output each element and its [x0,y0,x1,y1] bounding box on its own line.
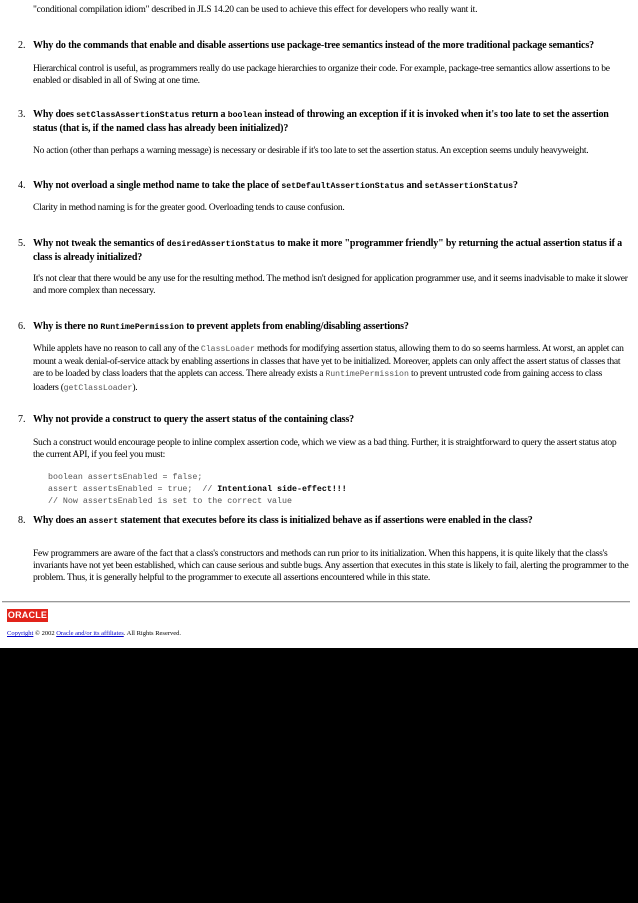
method-name: getClassLoader [63,383,133,393]
affiliates-link[interactable]: Oracle and/or its affiliates [56,630,124,637]
class-name: RuntimePermission [100,323,184,332]
question: Why does an assert statement that executes before its class is initialized behave as if assertions were enabled in the class? [33,515,533,526]
item-number: 2. [18,40,26,51]
answer: It's not clear that there would be any use for the resulting method. The method isn't designed for application programmer use, and it seems inadvisable to make it slower and more complex than necessary. [33,273,628,297]
method-name: setClassAssertionStatus [76,111,190,120]
method-name: setDefaultAssertionStatus [281,182,405,191]
item-number: 7. [18,414,26,425]
answer: Such a construct would encourage people to inline complex assertion code, which we view as a bad thing. Further, it is straightforward to query the assert status atop the current API, if you feel you must: [33,437,617,461]
answer: No action (other than perhaps a warning message) is necessary or desirable if it's too late to set the assertion status. An exception seems unduly heavyweight. [33,145,589,156]
class-name: RuntimePermission [325,370,409,380]
intro-text: "conditional compilation idiom" described in JLS 14.20 can be used to achieve this effect for developers who really want it. [33,4,478,15]
method-name: setAssertionStatus [424,182,514,191]
footer-divider [2,601,630,603]
type-name: boolean [227,111,263,120]
code-line: boolean assertsEnabled = false; [48,473,203,482]
question: Why does setClassAssertionStatus return a boolean instead of throwing an exception if it is invoked when it's too late to set the assertion status (that is, if the named class has already been initialized)? [33,109,609,134]
code-line: assert assertsEnabled = true; // [48,485,218,494]
question: Why not tweak the semantics of desiredAssertionStatus to make it more "programmer friendly" by returning the actual assertion status if a class is already initialized? [33,238,622,263]
code-line: // Now assertsEnabled is set to the correct value [48,497,292,506]
copyright-notice: Copyright © 2002 Oracle and/or its affiliates. All Rights Reserved. [7,630,181,637]
code-comment: Intentional side-effect!!! [217,485,347,494]
question: Why not provide a construct to query the assert status of the containing class? [33,414,355,425]
code-example [48,472,347,508]
item-number: 8. [18,515,26,526]
item-number: 5. [18,238,26,249]
copyright-link[interactable]: Copyright [7,630,34,637]
question: Why do the commands that enable and disable assertions use package-tree semantics instead of the more traditional package semantics? [33,40,594,51]
answer: While applets have no reason to call any of the ClassLoader methods for modifying assertion status, allowing them to do so seems harmless. At worst, an applet can mount a weak denial-of-service attack by enabling assertions in classes that have yet to be initialized. Moreover, applets can only affect the assert status of classes that are to be loaded by class loaders that the applets can access. There already exists a RuntimePermission to prevent untrusted code from gaining access to class loaders (getClassLoader). [33,343,624,393]
answer: Hierarchical control is useful, as programmers really do use package hierarchies to organize their code. For example, package-tree semantics allow assertions to be enabled or disabled in all of Swing at one time. [33,63,610,87]
class-name: ClassLoader [200,345,255,354]
question: Why not overload a single method name to take the place of setDefaultAssertionStatus and setAssertionStatus? [33,180,518,191]
item-number: 6. [18,321,26,332]
item-number: 4. [18,180,26,191]
answer: Clarity in method naming is for the greater good. Overloading tends to cause confusion. [33,202,345,213]
oracle-logo[interactable]: ORACLE [7,610,48,620]
answer: Few programmers are aware of the fact that a class's constructors and methods can run prior to its initialization. When this happens, it is quite likely that the class's invariants have not yet been established, which can cause serious and subtle bugs. Any assertion that executes in this state is likely to fail, alerting the programmer to the problem. Thus, it is generally helpful to the programmer to execute all assertions encountered while in this state. [33,548,629,584]
item-number: 3. [18,109,26,120]
keyword: assert [88,517,119,526]
method-name: desiredAssertionStatus [166,240,275,249]
question: Why is there no RuntimePermission to prevent applets from enabling/disabling assertions? [33,321,409,332]
